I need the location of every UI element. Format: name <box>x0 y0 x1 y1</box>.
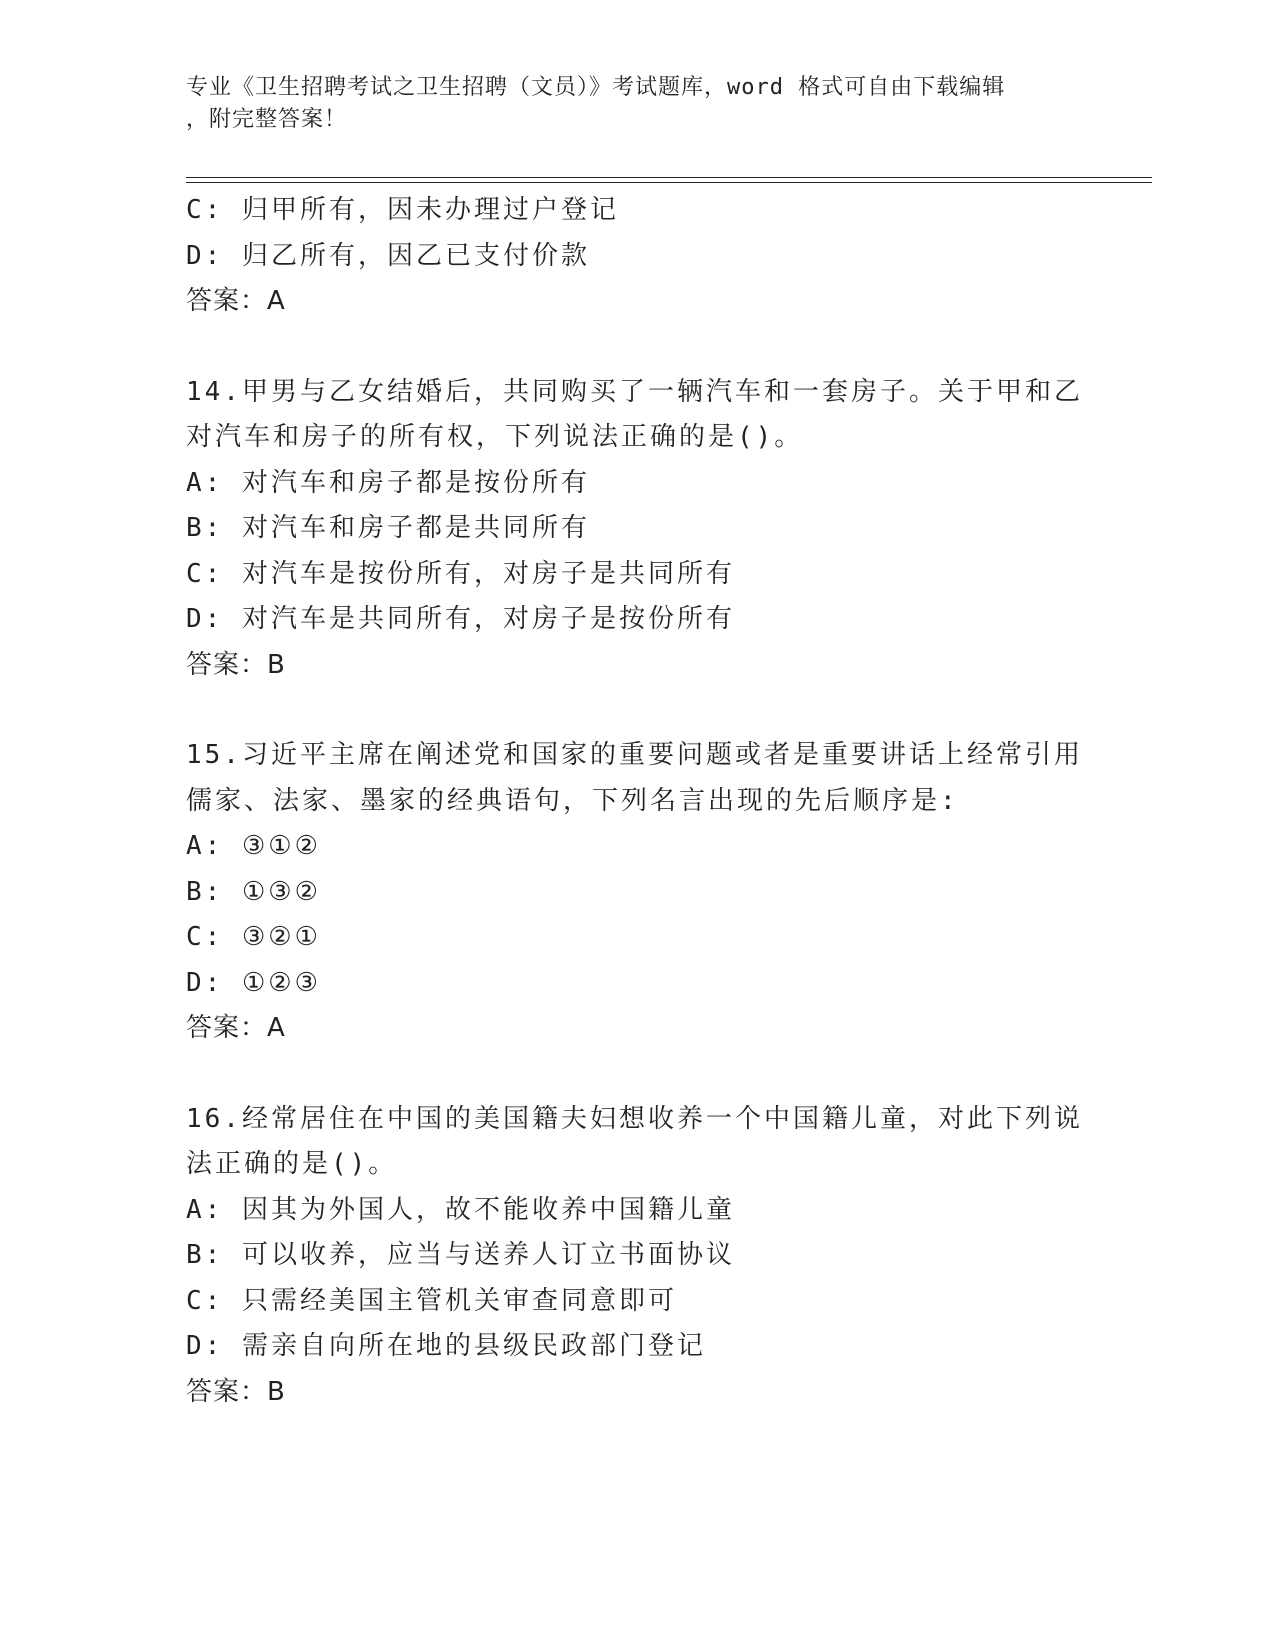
option-a: A: 对汽车和房子都是按份所有 <box>186 467 590 498</box>
option-b: B: 可以收养，应当与送养人订立书面协议 <box>186 1240 735 1270</box>
option-d: D: 归乙所有，因乙已支付价款 <box>186 240 590 271</box>
option-d: D: 需亲自向所在地的县级民政部门登记 <box>186 1331 706 1361</box>
option-b: B: ①③② <box>186 876 321 907</box>
option-c: C: 对汽车是按份所有，对房子是共同所有 <box>186 558 735 589</box>
question-stem-line-1: 14.甲男与乙女结婚后，共同购买了一辆汽车和一套房子。关于甲和乙 <box>186 376 1083 407</box>
question-stem-line-1: 16.经常居住在中国的美国籍夫妇想收养一个中国籍儿童，对此下列说 <box>186 1103 1083 1134</box>
option-d: D: ①②③ <box>186 967 321 998</box>
answer-label: 答案：B <box>186 649 286 680</box>
question-spacer <box>186 325 1086 370</box>
question-stem-line-2: 法正确的是()。 <box>186 1149 398 1179</box>
option-d: D: 对汽车是共同所有，对房子是按份所有 <box>186 604 735 634</box>
header-divider-bottom <box>186 182 1152 183</box>
header-line-1: 专业《卫生招聘考试之卫生招聘（文员）》考试题库，word 格式可自由下载编辑 <box>186 75 1006 100</box>
option-c: C: 归甲所有，因未办理过户登记 <box>186 195 619 225</box>
question-16 <box>186 1097 1086 1416</box>
option-b: B: 对汽车和房子都是共同所有 <box>186 513 590 543</box>
question-list <box>186 188 1086 1415</box>
question-spacer <box>186 1052 1086 1097</box>
header-divider-top <box>186 177 1152 178</box>
option-a: A: ③①② <box>186 831 321 861</box>
question-stem-line-1: 15.习近平主席在阐述党和国家的重要问题或者是重要讲话上经常引用 <box>186 740 1083 770</box>
question-15 <box>186 733 1086 1052</box>
header-line-2: ，附完整答案！ <box>186 107 348 132</box>
document-header <box>186 72 1066 136</box>
question-spacer <box>186 688 1086 733</box>
option-c: C: 只需经美国主管机关审查同意即可 <box>186 1285 677 1316</box>
answer-label: 答案：A <box>186 286 286 316</box>
option-c: C: ③②① <box>186 922 321 952</box>
answer-label: 答案：A <box>186 1013 286 1043</box>
question-14 <box>186 370 1086 689</box>
option-a: A: 因其为外国人，故不能收养中国籍儿童 <box>186 1194 735 1225</box>
question-13 <box>186 188 1086 325</box>
answer-label: 答案：B <box>186 1376 286 1407</box>
question-stem-line-2: 儒家、法家、墨家的经典语句，下列名言出现的先后顺序是: <box>186 785 959 816</box>
question-stem-line-2: 对汽车和房子的所有权，下列说法正确的是()。 <box>186 422 804 452</box>
